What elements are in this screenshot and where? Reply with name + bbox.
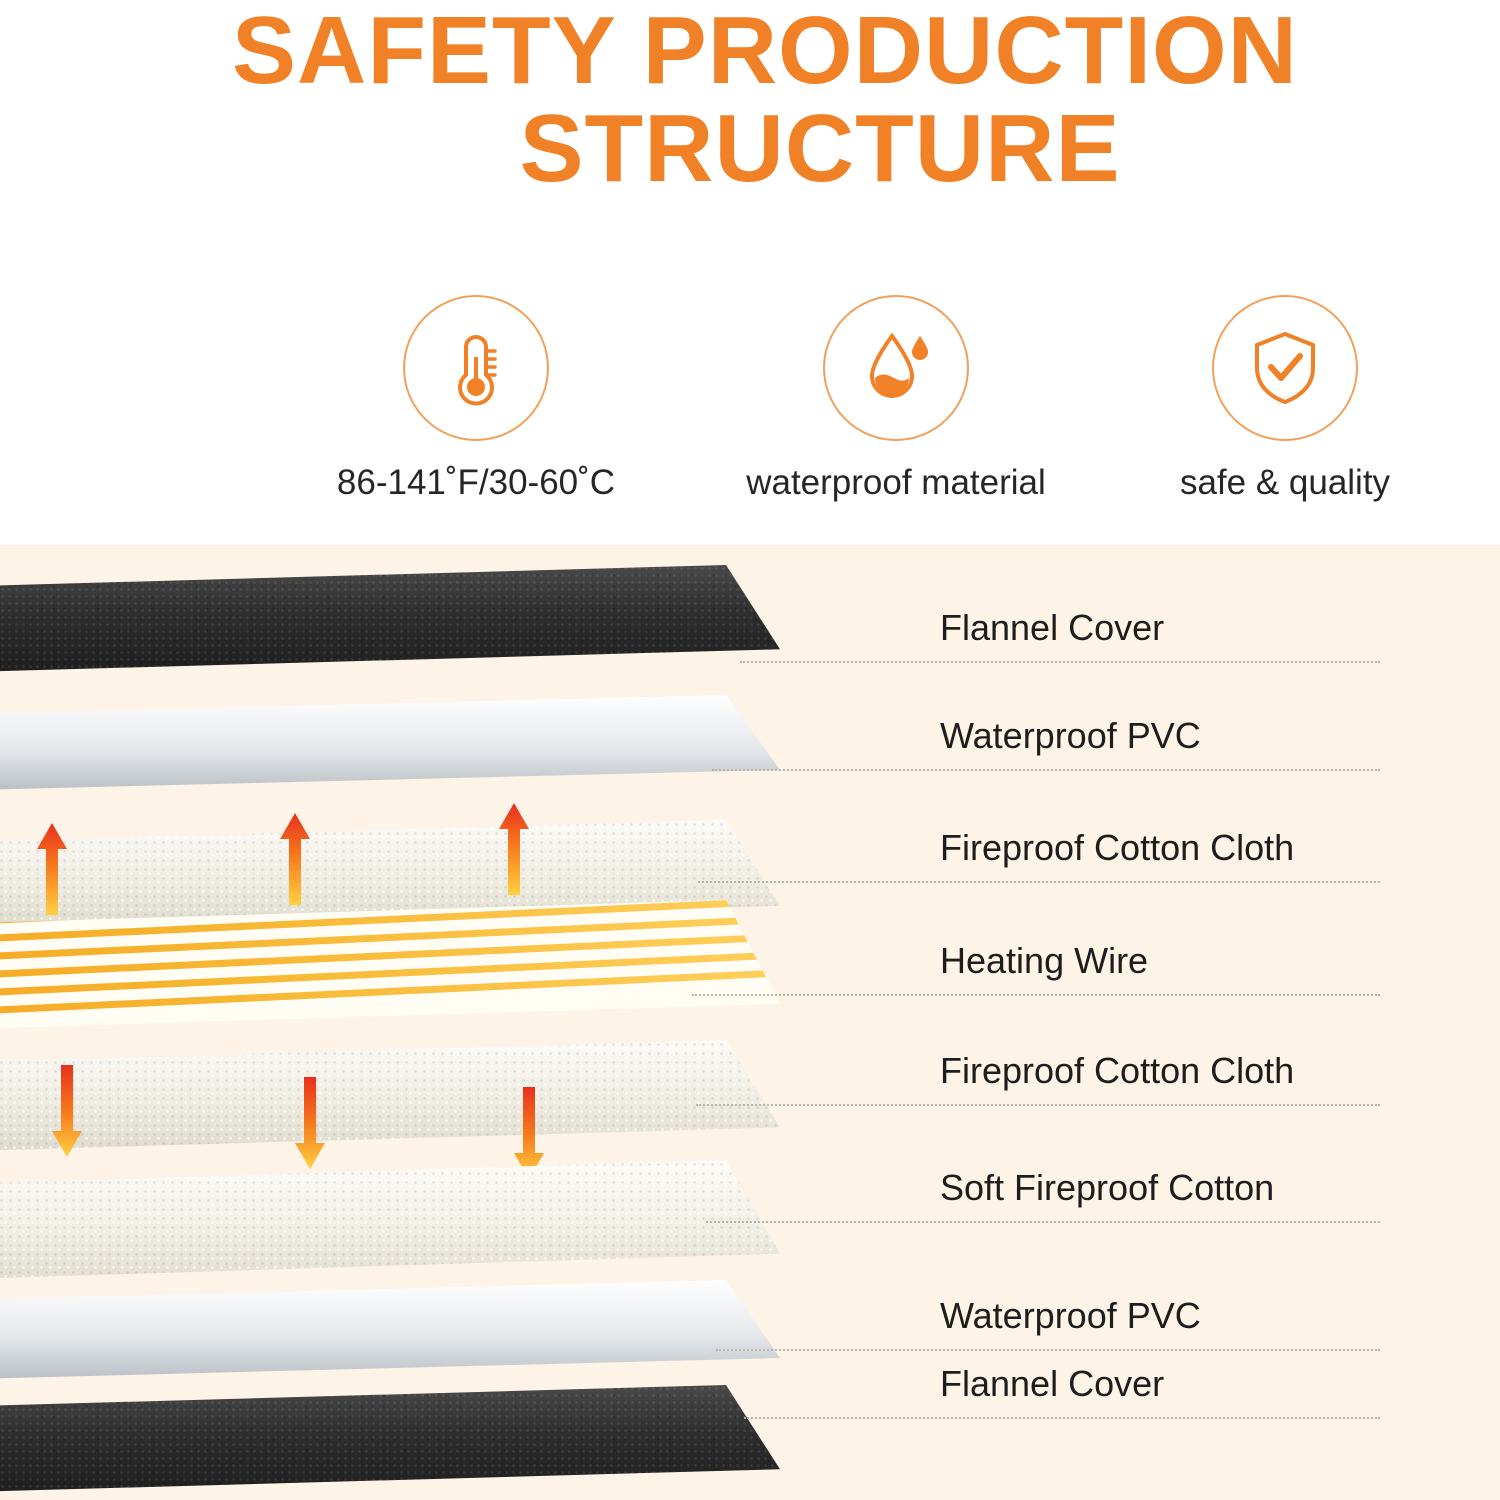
layer-texture bbox=[0, 565, 780, 673]
layer-label-text: Fireproof Cotton Cloth bbox=[940, 1050, 1295, 1091]
feature-waterproof-label: waterproof material bbox=[746, 463, 1046, 502]
layer-sheet-pvc-top bbox=[0, 695, 780, 791]
layer-label-6 bbox=[940, 1295, 1460, 1337]
layer-label-0 bbox=[940, 607, 1460, 649]
layer-texture bbox=[0, 1280, 780, 1380]
feature-safety-label: safe & quality bbox=[1179, 463, 1391, 502]
layer-label-4 bbox=[940, 1050, 1460, 1092]
layer-label-text: Heating Wire bbox=[940, 940, 1149, 981]
label-leader-line bbox=[698, 881, 1380, 883]
feature-safety bbox=[1055, 295, 1500, 503]
layer-sheet-flannel-bottom bbox=[0, 1385, 780, 1493]
layer-label-3 bbox=[940, 940, 1460, 982]
layer-label-text: Soft Fireproof Cotton bbox=[940, 1167, 1275, 1208]
layer-sheet-pvc-bottom bbox=[0, 1280, 780, 1380]
layer-texture bbox=[0, 1160, 780, 1280]
layer-label-1 bbox=[940, 715, 1460, 757]
layer-sheet-cotton-lower bbox=[0, 1040, 780, 1152]
layer-label-text: Waterproof PVC bbox=[940, 1295, 1201, 1336]
layer-sheet-flannel-top bbox=[0, 565, 780, 673]
thermometer-icon bbox=[403, 295, 549, 441]
layer-sheet-soft-cotton bbox=[0, 1160, 780, 1280]
heat-arrow-up bbox=[278, 813, 312, 905]
heat-arrow-down bbox=[512, 1087, 546, 1179]
label-leader-line bbox=[744, 1417, 1380, 1419]
feature-temperature-label: 86-141˚F/30-60˚C bbox=[336, 463, 616, 502]
heat-arrow-down bbox=[50, 1065, 84, 1157]
layer-label-7 bbox=[940, 1363, 1460, 1405]
layer-label-text: Waterproof PVC bbox=[940, 715, 1201, 756]
title-line-1: SAFETY PRODUCTION bbox=[232, 0, 1298, 104]
shield-check-icon bbox=[1212, 295, 1358, 441]
layer-label-text: Fireproof Cotton Cloth bbox=[940, 827, 1295, 868]
label-leader-line bbox=[696, 1104, 1380, 1106]
header-section bbox=[0, 0, 1500, 545]
layer-texture bbox=[0, 1040, 780, 1152]
layer-label-text: Flannel Cover bbox=[940, 1363, 1165, 1404]
label-leader-line bbox=[712, 769, 1380, 771]
layer-labels bbox=[940, 545, 1500, 1500]
heat-arrow-down bbox=[293, 1077, 327, 1169]
water-drop-icon bbox=[823, 295, 969, 441]
feature-badges bbox=[0, 295, 1500, 525]
layer-label-2 bbox=[940, 827, 1460, 869]
layer-label-5 bbox=[940, 1167, 1460, 1209]
layer-texture bbox=[0, 1385, 780, 1493]
page-title bbox=[0, 0, 1500, 202]
layer-heating-wire bbox=[0, 900, 780, 1030]
label-leader-line bbox=[692, 994, 1380, 996]
label-leader-line bbox=[716, 1349, 1380, 1351]
heat-arrow-up bbox=[35, 823, 69, 915]
label-leader-line bbox=[706, 1221, 1380, 1223]
layer-label-text: Flannel Cover bbox=[940, 607, 1165, 648]
layer-texture bbox=[0, 695, 780, 791]
title-line-2: STRUCTURE bbox=[519, 94, 1121, 202]
heat-arrow-up bbox=[497, 803, 531, 895]
label-leader-line bbox=[740, 661, 1380, 663]
